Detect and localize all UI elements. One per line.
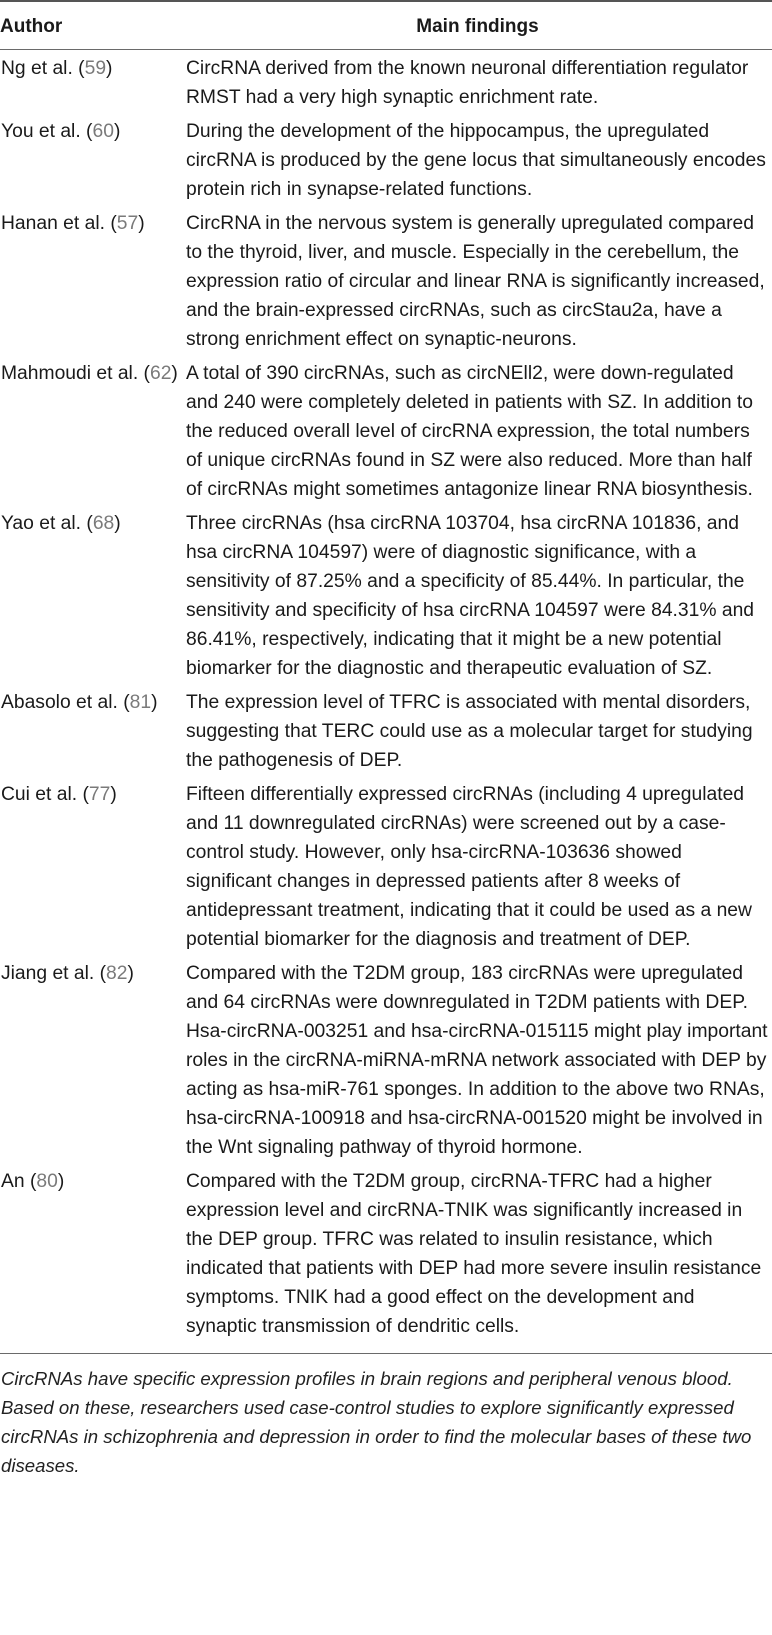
reference-link[interactable]: 80	[36, 1171, 58, 1192]
reference-link[interactable]: 68	[92, 513, 115, 534]
author-cell: Abasolo et al. (81)	[1, 692, 158, 713]
findings-cell: Compared with the T2DM group, circRNA-TFRC had a higher expression level and circRNA-TNIK was significantly increased in the DEP group. TFRC was related to insulin resistance, which indicated that patients with DEP had more severe insulin resistance symptoms. TNIK had a good effect on the development and synaptic transmission of dendritic cells.	[183, 1163, 772, 1354]
reference-link[interactable]: 60	[92, 121, 114, 142]
reference-link[interactable]: 62	[149, 363, 172, 384]
table-row	[0, 113, 772, 205]
author-name: Yao et al.	[1, 513, 82, 534]
table-row	[0, 684, 772, 776]
table-footnote: CircRNAs have specific expression profiles in brain regions and peripheral venous blood. Based on these, researchers used case-control studies to explore significantly expressed circRNAs in schizophrenia and depression in order to find the molecular bases of these two diseases.	[1, 1368, 752, 1476]
table-row	[0, 1163, 772, 1354]
table-row	[0, 505, 772, 684]
author-cell: Cui et al. (77)	[1, 784, 117, 805]
findings-cell: Fifteen differentially expressed circRNAs (including 4 upregulated and 11 downregulated circRNAs) were screened out by a case-control study. However, only hsa-circRNA-103636 showed significant changes in depressed patients after 8 weeks of antidepressant treatment, indicating that it could be used as a new potential biomarker for the diagnosis and treatment of DEP.	[186, 784, 752, 950]
author-name: You et al.	[1, 121, 81, 142]
reference-link[interactable]: 82	[106, 963, 128, 984]
author-name: An	[1, 1171, 25, 1192]
reference-link[interactable]: 59	[84, 58, 107, 79]
author-cell: You et al. (60)	[1, 121, 121, 142]
findings-cell: Compared with the T2DM group, 183 circRNAs were upregulated and 64 circRNAs were downregulated in T2DM patients with DEP. Hsa-circRNA-003251 and hsa-circRNA-015115 might play important roles in the circRNA-miRNA-mRNA network associated with DEP by acting as hsa-miR-761 sponges. In addition to the above two RNAs, hsa-circRNA-100918 and hsa-circRNA-001520 might be involved in the Wnt signaling pathway of thyroid hormone.	[186, 963, 768, 1158]
author-cell: Ng et al. (59)	[1, 58, 113, 79]
table-row	[0, 205, 772, 355]
reference-link[interactable]: 77	[88, 784, 111, 805]
author-cell: Hanan et al. (57)	[1, 213, 145, 234]
table-row	[0, 50, 772, 114]
reference-link[interactable]: 57	[116, 213, 139, 234]
author-name: Abasolo et al.	[1, 692, 118, 713]
findings-cell: A total of 390 circRNAs, such as circNEll2, were down-regulated and 240 were completely deleted in patients with SZ. In addition to the reduced overall level of circRNA expression, the total numbers of unique circRNAs found in SZ were also reduced. More than half of circRNAs might sometimes antagonize linear RNA biosynthesis.	[186, 363, 753, 500]
header-main-findings: Main findings	[183, 1, 772, 50]
author-cell: Jiang et al. (82)	[1, 963, 134, 984]
table-row	[0, 355, 772, 505]
author-cell: Yao et al. (68)	[1, 513, 121, 534]
findings-cell: Three circRNAs (hsa circRNA 103704, hsa circRNA 101836, and hsa circRNA 104597) were of diagnostic significance, with a sensitivity of 87.25% and a specificity of 85.44%. In particular, the sensitivity and specificity of hsa circRNA 104597 were 84.31% and 86.41%, respectively, indicating that it might be a new potential biomarker for the diagnostic and therapeutic evaluation of SZ.	[186, 513, 755, 679]
author-name: Jiang et al.	[1, 963, 95, 984]
author-cell: An (80)	[0, 1163, 183, 1354]
author-name: Ng et al.	[1, 58, 73, 79]
header-author: Author	[0, 1, 183, 50]
findings-cell: CircRNA in the nervous system is generally upregulated compared to the thyroid, liver, and muscle. Especially in the cerebellum, the expression ratio of circular and linear RNA is significantly increased, and the brain-expressed circRNAs, such as circStau2a, have a strong enrichment effect on synaptic-neurons.	[186, 213, 765, 350]
findings-cell: During the development of the hippocampus, the upregulated circRNA is produced by the gene locus that simultaneously encodes protein rich in synapse-related functions.	[186, 121, 766, 200]
author-name: Mahmoudi et al.	[1, 363, 139, 384]
reference-link[interactable]: 81	[129, 692, 152, 713]
author-name: Hanan et al.	[1, 213, 105, 234]
table-body	[0, 50, 772, 1354]
findings-cell: CircRNA derived from the known neuronal differentiation regulator RMST had a very high synaptic enrichment rate.	[186, 58, 749, 108]
author-cell: Mahmoudi et al. (62)	[1, 363, 178, 384]
table-row	[0, 776, 772, 955]
author-name: Cui et al.	[1, 784, 78, 805]
findings-cell: The expression level of TFRC is associated with mental disorders, suggesting that TERC could use as a molecular target for studying the pathogenesis of DEP.	[186, 692, 753, 771]
table-header-row	[0, 1, 772, 50]
table-row	[0, 955, 772, 1163]
